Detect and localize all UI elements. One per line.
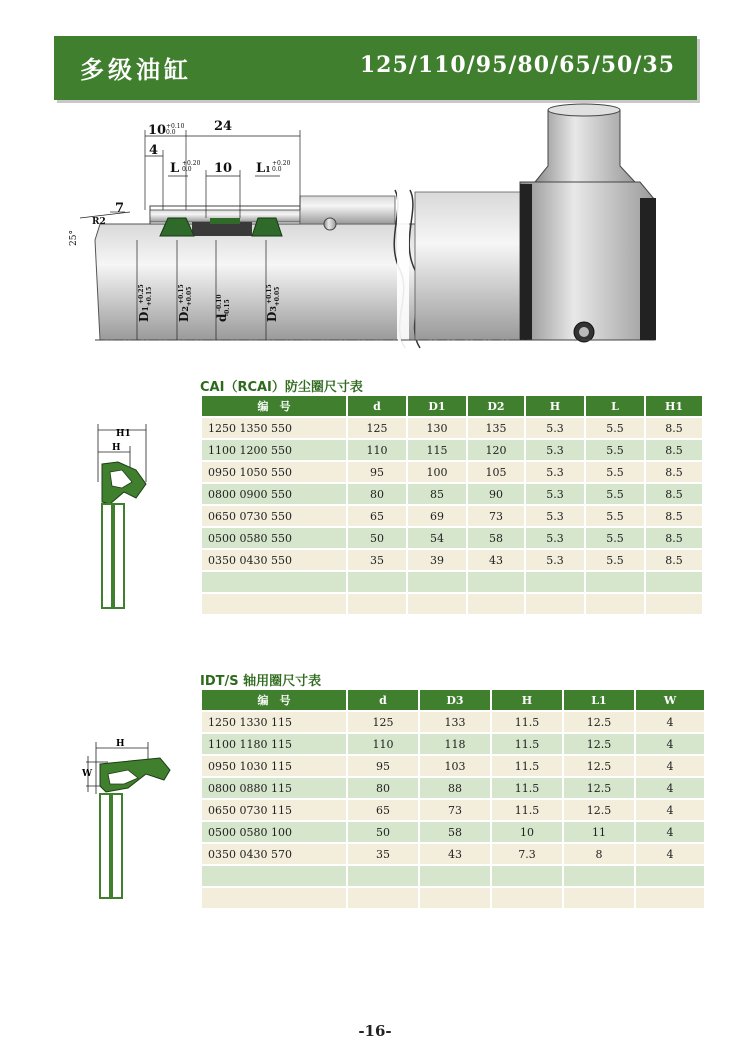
- cylinder-drawing: [0, 100, 750, 360]
- table-row: [202, 484, 702, 504]
- table-cell: 5.5: [586, 550, 644, 570]
- idt-col-H: H: [492, 690, 562, 710]
- cai-col-code: 编 号: [202, 396, 346, 416]
- table-cell-empty: [348, 572, 406, 592]
- table-cell: 110: [348, 734, 418, 754]
- cai-table: [200, 394, 704, 616]
- table-row-empty: [202, 888, 704, 908]
- table-cell: 11: [564, 822, 634, 842]
- dim-R2-label: R2: [92, 217, 106, 227]
- table-cell: 5.5: [586, 418, 644, 438]
- table-cell: 10: [492, 822, 562, 842]
- table-cell: 8.5: [646, 550, 702, 570]
- table-cell: 130: [408, 418, 466, 438]
- table-cell-code: 0800 0880 115: [202, 778, 346, 798]
- table-cell: 80: [348, 778, 418, 798]
- table-cell: 11.5: [492, 756, 562, 776]
- table-row: [202, 506, 702, 526]
- table-row-empty: [202, 594, 702, 614]
- idt-header-row: [202, 690, 704, 710]
- table-cell: 8: [564, 844, 634, 864]
- table-cell: 7.3: [492, 844, 562, 864]
- table-cell: 65: [348, 506, 406, 526]
- table-cell: 4: [636, 800, 704, 820]
- table-row: [202, 844, 704, 864]
- table-cell: 11.5: [492, 778, 562, 798]
- dim-L1-label: L1: [256, 161, 271, 176]
- table-row-empty: [202, 572, 702, 592]
- table-cell-empty: [468, 594, 524, 614]
- cai-col-H: H: [526, 396, 584, 416]
- table-cell-code: 1250 1330 115: [202, 712, 346, 732]
- table-cell-empty: [492, 888, 562, 908]
- table-row: [202, 528, 702, 548]
- table-cell: 69: [408, 506, 466, 526]
- table-cell-empty: [586, 594, 644, 614]
- dim-10b-label: 10: [214, 161, 233, 176]
- cai-col-H1: H1: [646, 396, 702, 416]
- table-cell: 8.5: [646, 440, 702, 460]
- table-cell-empty: [526, 572, 584, 592]
- table-cell: 118: [420, 734, 490, 754]
- table-cell: 8.5: [646, 528, 702, 548]
- table-cell-code: 0350 0430 570: [202, 844, 346, 864]
- idt-col-d: d: [348, 690, 418, 710]
- table-cell: 105: [468, 462, 524, 482]
- table-cell-code: 0800 0900 550: [202, 484, 346, 504]
- table-cell: 135: [468, 418, 524, 438]
- table-cell: 8.5: [646, 506, 702, 526]
- table-cell: 80: [348, 484, 406, 504]
- table-cell-empty: [468, 572, 524, 592]
- table-row: [202, 550, 702, 570]
- table-cell: 12.5: [564, 778, 634, 798]
- table-cell-code: 0350 0430 550: [202, 550, 346, 570]
- table-cell: 100: [408, 462, 466, 482]
- table-cell-code: 0500 0580 100: [202, 822, 346, 842]
- table-cell: 5.3: [526, 506, 584, 526]
- table-cell-empty: [420, 866, 490, 886]
- idt-table: [200, 688, 706, 910]
- table-row-empty: [202, 866, 704, 886]
- table-cell-code: 0500 0580 550: [202, 528, 346, 548]
- table-cell: 5.3: [526, 484, 584, 504]
- dim-L-tol-low: 0.0: [182, 166, 192, 173]
- header-banner: [54, 36, 697, 100]
- table-cell: 73: [420, 800, 490, 820]
- table-cell-empty: [646, 572, 702, 592]
- table-cell-empty: [636, 888, 704, 908]
- table-cell-empty: [492, 866, 562, 886]
- dim-L-label: L: [170, 161, 180, 176]
- dim-L-tol-up: +0.20: [182, 160, 201, 167]
- cai-col-D2: D2: [468, 396, 524, 416]
- lbl-d: d $^{-0.10}$-0.15: [215, 294, 231, 322]
- table-cell: 58: [420, 822, 490, 842]
- table-cell: 35: [348, 550, 406, 570]
- table-cell: 5.3: [526, 462, 584, 482]
- table-cell-empty: [564, 866, 634, 886]
- cai-profile-drawing: [88, 422, 158, 614]
- table-cell-code: 0650 0730 550: [202, 506, 346, 526]
- dim-10-tol-up: +0.10: [166, 123, 185, 130]
- table-cell: 5.5: [586, 528, 644, 548]
- table-cell: 115: [408, 440, 466, 460]
- table-cell: 58: [468, 528, 524, 548]
- table-cell: 133: [420, 712, 490, 732]
- dim-25-label: 25°: [69, 230, 79, 246]
- cai-h1-label: H1: [116, 429, 131, 439]
- cai-header-row: [202, 396, 702, 416]
- end-cap: [520, 182, 655, 340]
- lbl-D2: D2 $^{+0.15}$+0.05: [177, 284, 193, 322]
- table-cell-code: 0950 1050 550: [202, 462, 346, 482]
- table-row: [202, 778, 704, 798]
- table-cell: 125: [348, 712, 418, 732]
- table-row: [202, 734, 704, 754]
- table-cell-empty: [420, 888, 490, 908]
- table-cell-code: 1100 1200 550: [202, 440, 346, 460]
- table-cell: 90: [468, 484, 524, 504]
- idt-table-title: IDT/S 轴用圈尺寸表: [200, 674, 322, 689]
- cai-col-L: L: [586, 396, 644, 416]
- table-cell-empty: [646, 594, 702, 614]
- table-cell: 50: [348, 528, 406, 548]
- table-row: [202, 418, 702, 438]
- table-cell: 4: [636, 778, 704, 798]
- lbl-D1: D1 $^{+0.25}$+0.15: [137, 284, 153, 322]
- table-cell-code: 0950 1030 115: [202, 756, 346, 776]
- table-cell: 88: [420, 778, 490, 798]
- table-cell: 85: [408, 484, 466, 504]
- table-cell: 5.5: [586, 484, 644, 504]
- idt-col-L1: L1: [564, 690, 634, 710]
- table-cell: 43: [420, 844, 490, 864]
- table-cell: 5.3: [526, 440, 584, 460]
- table-cell: 4: [636, 712, 704, 732]
- dim-10-tol-low: 0.0: [166, 129, 176, 136]
- idt-h-label: H: [116, 739, 125, 749]
- table-cell: 5.5: [586, 440, 644, 460]
- idt-w-label: W: [82, 769, 93, 779]
- page-title: 多级油缸: [80, 56, 192, 84]
- table-cell: 5.3: [526, 528, 584, 548]
- table-row: [202, 800, 704, 820]
- table-cell-empty: [586, 572, 644, 592]
- dim-10-label: 10: [148, 123, 167, 138]
- table-cell-empty: [408, 594, 466, 614]
- guide-ring: [192, 222, 252, 236]
- cai-table-title: CAI（RCAI）防尘圈尺寸表: [200, 380, 363, 395]
- table-cell: 5.5: [586, 506, 644, 526]
- table-cell-empty: [636, 866, 704, 886]
- table-cell-empty: [564, 888, 634, 908]
- table-cell: 4: [636, 734, 704, 754]
- idt-col-code: 编 号: [202, 690, 346, 710]
- table-cell: 125: [348, 418, 406, 438]
- table-cell: 8.5: [646, 484, 702, 504]
- table-cell: 12.5: [564, 734, 634, 754]
- table-cell: 11.5: [492, 800, 562, 820]
- table-cell-empty: [348, 594, 406, 614]
- table-row: [202, 440, 702, 460]
- cai-col-D1: D1: [408, 396, 466, 416]
- table-row: [202, 822, 704, 842]
- table-cell: 95: [348, 462, 406, 482]
- table-cell-code: 1250 1350 550: [202, 418, 346, 438]
- dim-L1-tol-up: +0.20: [272, 160, 291, 167]
- table-cell: 39: [408, 550, 466, 570]
- dim-L1-tol-low: 0.0: [272, 166, 282, 173]
- table-cell: 11.5: [492, 712, 562, 732]
- table-cell: 8.5: [646, 418, 702, 438]
- table-cell: 103: [420, 756, 490, 776]
- dim-7-label: 7: [115, 201, 125, 216]
- port-hole: [324, 218, 336, 230]
- table-cell-empty: [408, 572, 466, 592]
- table-cell: 5.3: [526, 550, 584, 570]
- table-cell-empty: [348, 888, 418, 908]
- idt-col-W: W: [636, 690, 704, 710]
- page-number: -16-: [358, 1022, 392, 1040]
- cai-col-d: d: [348, 396, 406, 416]
- table-row: [202, 462, 702, 482]
- table-cell: 12.5: [564, 800, 634, 820]
- wear-ring-shape: [210, 218, 240, 224]
- table-cell-empty: [526, 594, 584, 614]
- top-rod: [535, 110, 635, 182]
- cai-h-label: H: [112, 443, 121, 453]
- table-row: [202, 712, 704, 732]
- table-cell: 4: [636, 756, 704, 776]
- table-cell-empty: [202, 888, 346, 908]
- table-cell: 4: [636, 844, 704, 864]
- table-cell: 35: [348, 844, 418, 864]
- table-cell: 43: [468, 550, 524, 570]
- table-cell: 120: [468, 440, 524, 460]
- table-cell: 65: [348, 800, 418, 820]
- table-cell-empty: [348, 866, 418, 886]
- table-cell-empty: [202, 572, 346, 592]
- table-cell: 12.5: [564, 756, 634, 776]
- table-cell: 12.5: [564, 712, 634, 732]
- table-cell: 8.5: [646, 462, 702, 482]
- table-cell-code: 1100 1180 115: [202, 734, 346, 754]
- table-cell-empty: [202, 866, 346, 886]
- dim-24-label: 24: [214, 119, 233, 134]
- table-cell: 110: [348, 440, 406, 460]
- table-cell: 5.5: [586, 462, 644, 482]
- lbl-D3: D3 $^{+0.15}$+0.05: [265, 284, 281, 322]
- table-cell: 11.5: [492, 734, 562, 754]
- table-cell: 4: [636, 822, 704, 842]
- table-cell-code: 0650 0730 115: [202, 800, 346, 820]
- idt-col-D3: D3: [420, 690, 490, 710]
- dim-4-label: 4: [149, 143, 159, 158]
- table-cell: 73: [468, 506, 524, 526]
- table-cell: 50: [348, 822, 418, 842]
- table-cell: 95: [348, 756, 418, 776]
- table-cell: 5.3: [526, 418, 584, 438]
- table-row: [202, 756, 704, 776]
- bore-sizes: 125/110/95/80/65/50/35: [359, 52, 675, 78]
- table-cell-empty: [202, 594, 346, 614]
- table-cell: 54: [408, 528, 466, 548]
- idt-profile-drawing: [82, 734, 178, 904]
